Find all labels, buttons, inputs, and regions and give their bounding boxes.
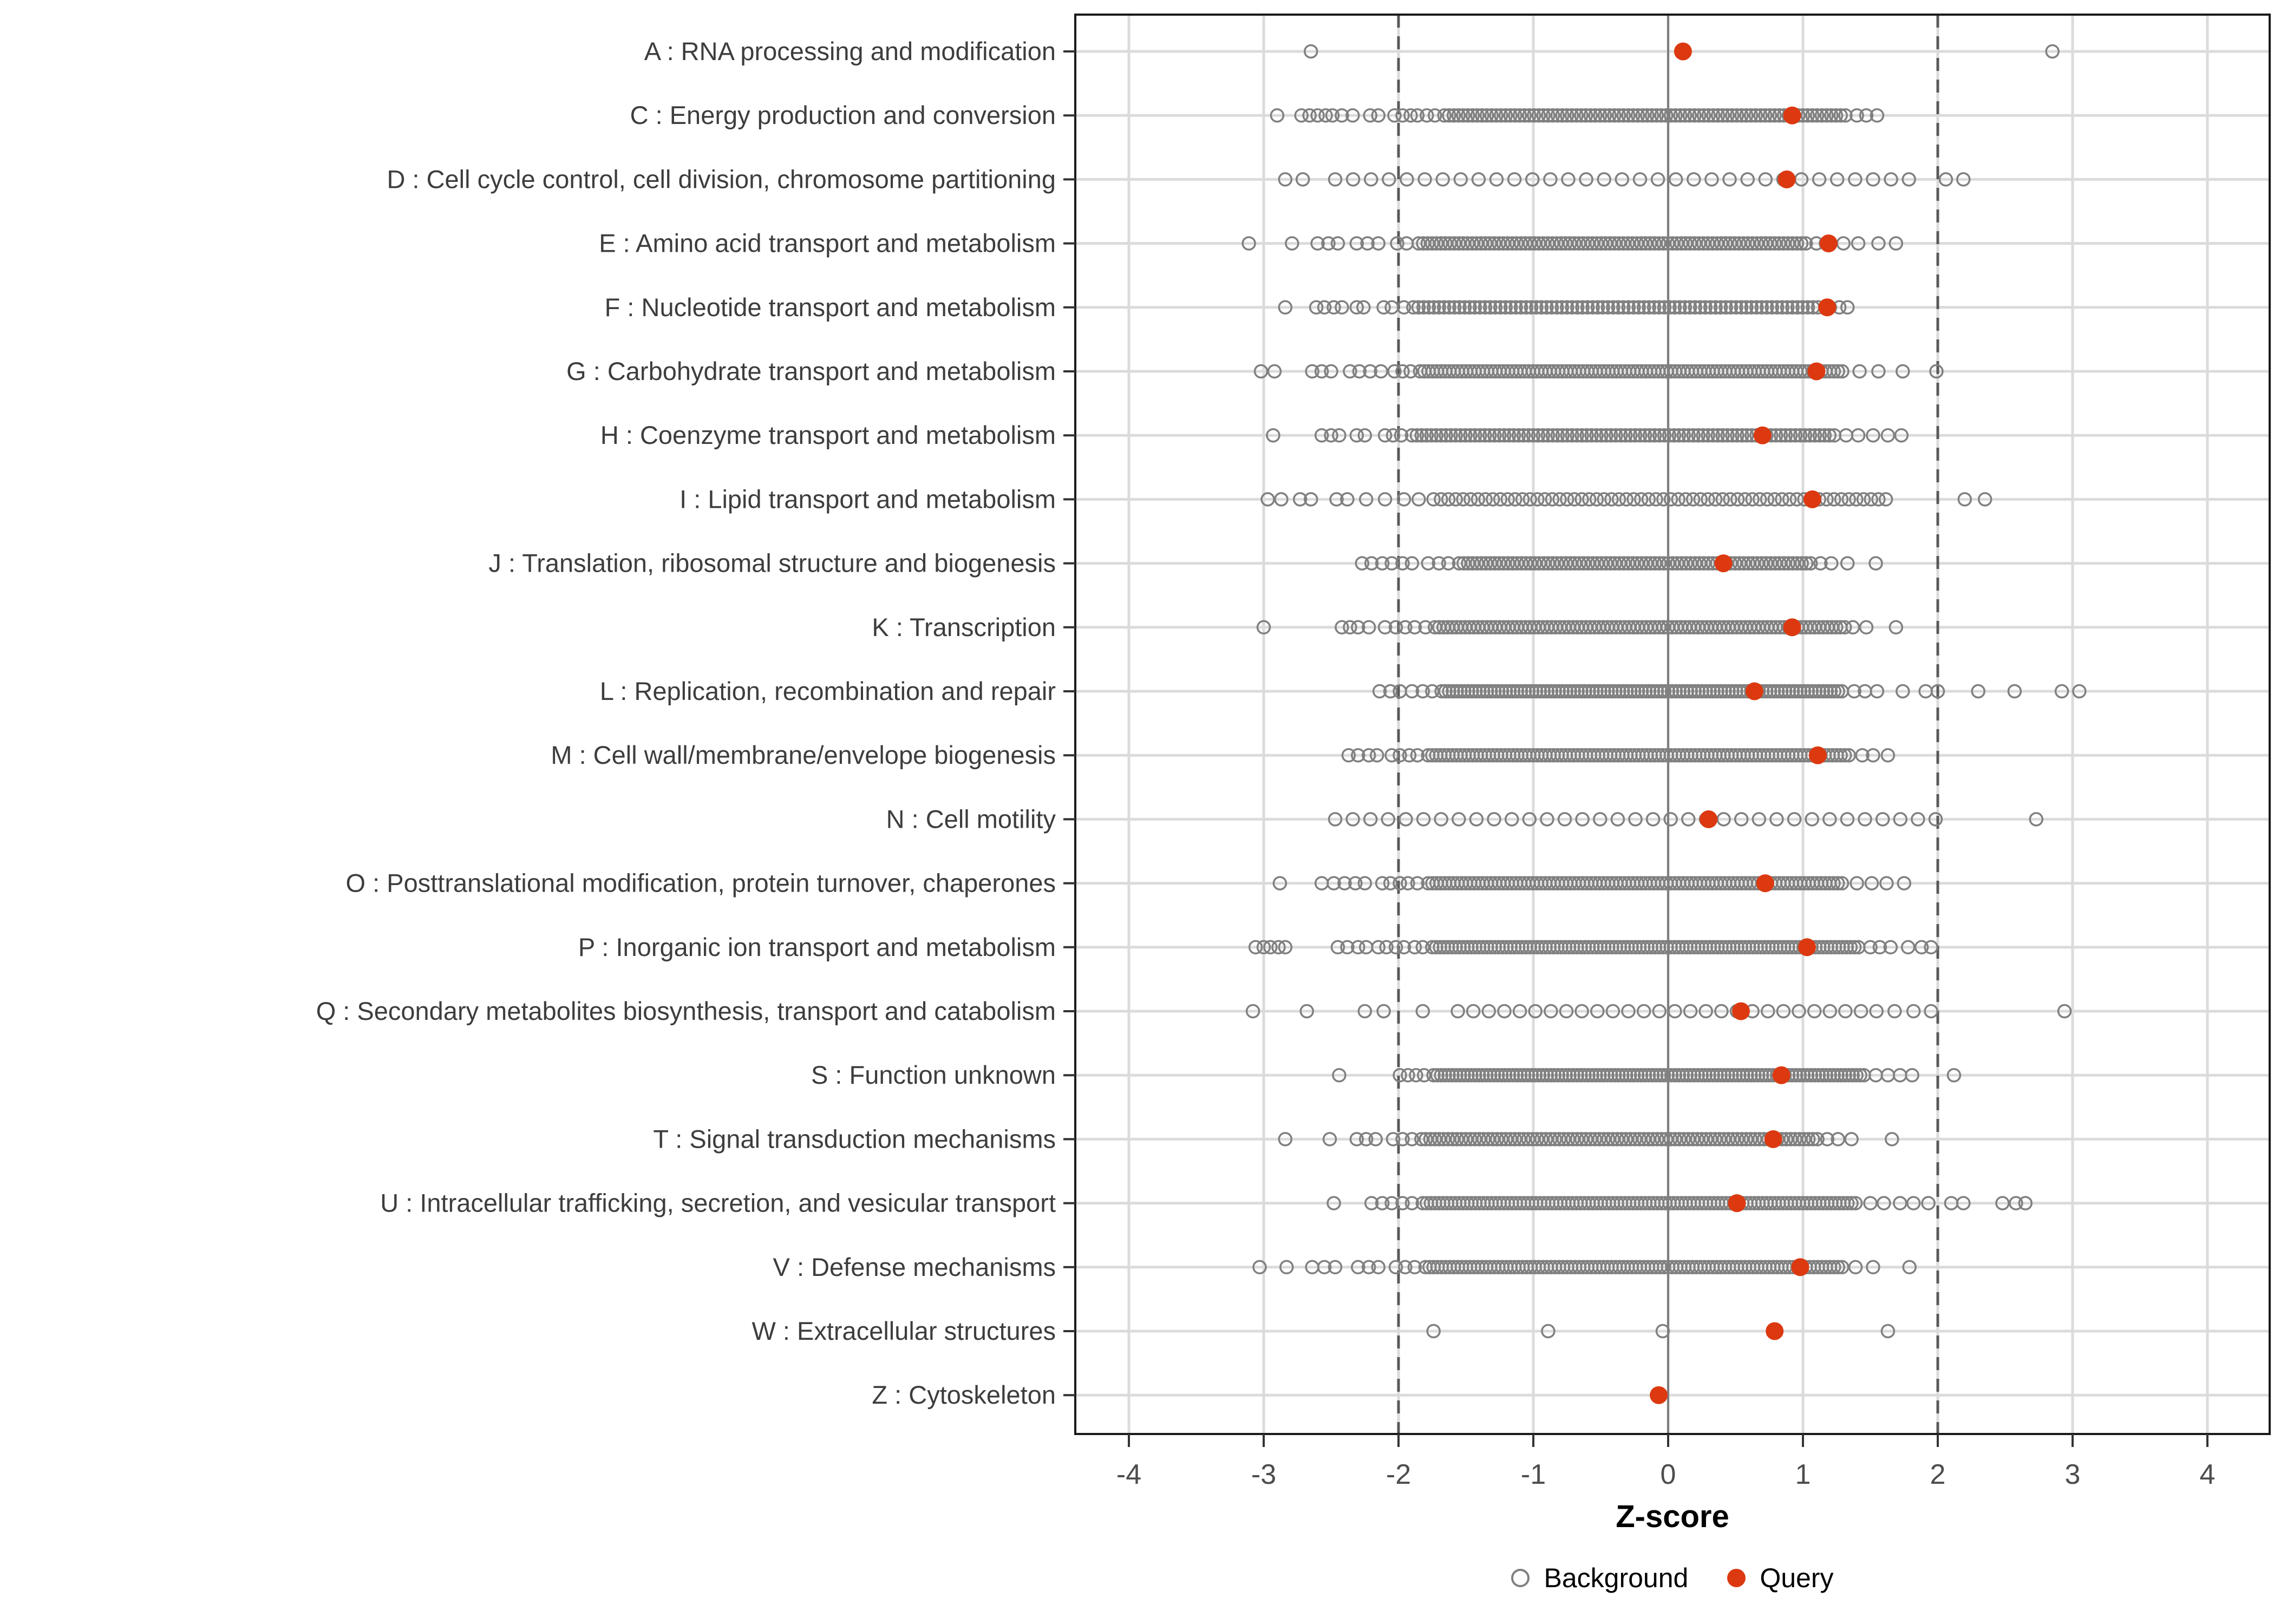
query-point: [1754, 427, 1772, 444]
category-label: E : Amino acid transport and metabolism: [599, 228, 1056, 258]
category-label: I : Lipid transport and metabolism: [679, 484, 1056, 514]
category-label: N : Cell motility: [886, 804, 1056, 834]
category-label: U : Intracellular trafficking, secretion, and vesicular transport: [380, 1188, 1056, 1217]
x-tick-label: 4: [2199, 1459, 2216, 1490]
category-label: W : Extracellular structures: [752, 1317, 1056, 1345]
legend: [1075, 1562, 2270, 1594]
category-label: A : RNA processing and modification: [644, 37, 1056, 66]
query-point: [1765, 1130, 1782, 1148]
filled-circle-icon: [1727, 1569, 1746, 1587]
category-label: Z : Cytoskeleton: [872, 1380, 1056, 1410]
legend-item-query: [1727, 1562, 1833, 1594]
category-label: C : Energy production and conversion: [630, 101, 1056, 130]
query-point: [1798, 938, 1816, 956]
category-label: K : Transcription: [872, 612, 1056, 641]
legend-background-label: Background: [1544, 1563, 1689, 1593]
x-tick-label: 1: [1795, 1459, 1811, 1490]
x-axis-title: Z-score: [1616, 1499, 1729, 1534]
legend-query-label: Query: [1760, 1563, 1834, 1593]
category-label: H : Coenzyme transport and metabolism: [600, 421, 1056, 450]
category-label: G : Carbohydrate transport and metabolism: [566, 357, 1056, 385]
category-label: Q : Secondary metabolites biosynthesis, transport and catabolism: [316, 997, 1056, 1025]
x-tick-label: -3: [1251, 1459, 1277, 1490]
category-label: F : Nucleotide transport and metabolism: [604, 292, 1056, 322]
query-point: [1728, 1194, 1746, 1212]
x-tick-label: 3: [2064, 1459, 2081, 1490]
x-tick-label: 2: [1930, 1459, 1946, 1490]
query-point: [1674, 43, 1692, 61]
category-label: M : Cell wall/membrane/envelope biogenesis: [551, 741, 1056, 770]
x-tick-label: -4: [1116, 1459, 1142, 1490]
query-point: [1778, 171, 1796, 188]
x-tick-label: 0: [1660, 1459, 1676, 1490]
category-label: S : Function unknown: [811, 1060, 1056, 1090]
query-point: [1807, 363, 1825, 381]
query-point: [1756, 874, 1774, 892]
query-point: [1773, 1066, 1791, 1084]
query-point: [1783, 107, 1801, 125]
category-label: P : Inorganic ion transport and metabolism: [578, 932, 1056, 961]
panel-border: [1075, 15, 2270, 1434]
query-point: [1803, 490, 1821, 508]
query-point: [1792, 1258, 1809, 1276]
query-point: [1746, 683, 1763, 700]
category-label: T : Signal transduction mechanisms: [653, 1124, 1056, 1154]
category-label: L : Replication, recombination and repair: [599, 677, 1056, 705]
query-point: [1732, 1003, 1750, 1020]
query-point: [1766, 1322, 1783, 1340]
x-tick-label: -1: [1520, 1459, 1546, 1490]
query-point: [1700, 810, 1717, 828]
legend-item-background: [1511, 1562, 1688, 1594]
x-tick-label: -2: [1386, 1459, 1412, 1490]
query-point: [1820, 234, 1838, 252]
category-label: D : Cell cycle control, cell division, chromosome partitioning: [387, 165, 1056, 194]
open-circle-icon: [1511, 1569, 1530, 1587]
query-point: [1715, 554, 1733, 572]
category-label: J : Translation, ribosomal structure and biogenesis: [488, 548, 1056, 578]
query-point: [1818, 298, 1836, 316]
query-point: [1783, 618, 1801, 636]
query-point: [1809, 746, 1827, 764]
category-label: O : Posttranslational modification, protein turnover, chaperones: [345, 868, 1056, 898]
category-label: V : Defense mechanisms: [773, 1252, 1056, 1281]
query-point: [1650, 1386, 1668, 1404]
